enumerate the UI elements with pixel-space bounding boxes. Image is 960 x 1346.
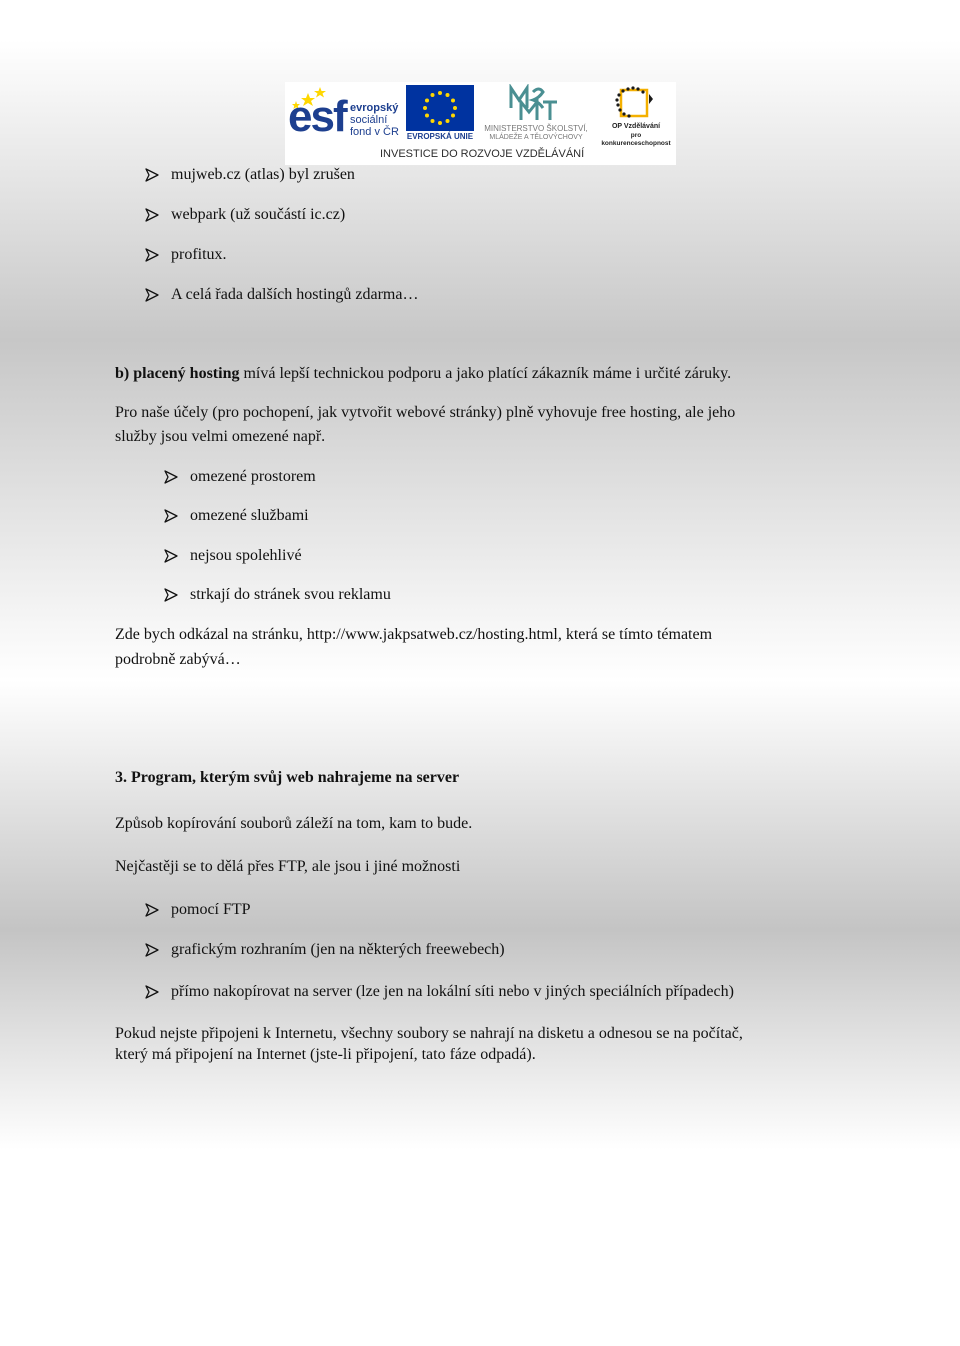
list-item-text: nejsou spolehlivé [190, 547, 302, 564]
list-item-text: webpark (už součástí ic.cz) [171, 206, 346, 223]
eu-flag-graphic [406, 85, 474, 131]
list-item-text: A celá řada dalších hostingů zdarma… [171, 286, 419, 303]
op-label-1: OP Vzdělávání [611, 123, 661, 130]
list-item [164, 546, 302, 566]
list-item [164, 585, 391, 605]
list-item-text: přímo nakopírovat na server (lze jen na lokální síti nebo v jiných speciálních případech) [171, 983, 734, 1000]
reference-line-2: podrobně zabývá… [115, 651, 241, 668]
arrow-bullet-icon [164, 588, 178, 602]
list-item-text: profitux. [171, 246, 227, 263]
reference-line-1: Zde bych odkázal na stránku, http://www.jakpsatweb.cz/hosting.html, která se tímto tématem [115, 626, 713, 643]
list-item [145, 245, 227, 265]
arrow-bullet-icon [145, 168, 159, 182]
list-item [145, 165, 355, 185]
arrow-bullet-icon [145, 943, 159, 957]
list-item [145, 900, 251, 920]
list-item-text: omezené službami [190, 507, 309, 524]
list-item [145, 982, 734, 1002]
esf-text-3: fond v ČR [350, 126, 399, 138]
eu-logo [406, 85, 474, 143]
list-item-text: omezené prostorem [190, 468, 316, 485]
list-item [145, 940, 505, 960]
free-hosting-line-2: služby jsou velmi omezené např. [115, 428, 326, 445]
op-graphic [597, 85, 675, 121]
msmt-logo [477, 84, 595, 144]
arrow-bullet-icon [145, 248, 159, 262]
list-item-text: mujweb.cz (atlas) byl zrušen [171, 166, 355, 183]
free-hosting-line-1: Pro naše účely (pro pochopení, jak vytvořit webové stránky) plně vyhovuje free hosting, ale jeho [115, 404, 736, 421]
offline-paragraph-line-2: který má připojení na Internet (jste-li připojení, tato fáze odpadá). [115, 1046, 536, 1063]
list-item [164, 467, 316, 487]
arrow-bullet-icon [145, 903, 159, 917]
list-item-text: pomocí FTP [171, 901, 251, 918]
list-item-text: grafickým rozhraním (jen na některých freewebech) [171, 941, 505, 958]
offline-paragraph-line-1: Pokud nejste připojeni k Internetu, všechny soubory se nahrají na disketu a odnesou se na počítač, [115, 1025, 743, 1042]
eu-label: EVROPSKÁ UNIE [406, 132, 474, 141]
arrow-bullet-icon [145, 985, 159, 999]
arrow-bullet-icon [145, 288, 159, 302]
op-label-2: pro konkurenceschopnost [601, 132, 671, 147]
paid-hosting-bold: b) placený hosting [115, 365, 240, 382]
esf-big-text: esf [288, 92, 346, 141]
banner-slogan: INVESTICE DO ROZVOJE VZDĚLÁVÁNÍ [380, 148, 585, 160]
paid-hosting-rest: mívá lepší technickou podporu a jako platící zákazník máme i určité záruky. [239, 365, 732, 382]
arrow-bullet-icon [145, 208, 159, 222]
section-heading: 3. Program, kterým svůj web nahrajeme na server [115, 769, 460, 786]
copy-method-paragraph: Způsob kopírování souborů záleží na tom, kam to bude. [115, 815, 473, 832]
list-item [145, 205, 345, 225]
op-logo [597, 85, 675, 147]
list-item [145, 285, 418, 305]
msmt-graphic [477, 84, 595, 122]
arrow-bullet-icon [164, 549, 178, 563]
ftp-paragraph: Nejčastěji se to dělá přes FTP, ale jsou i jiné možnosti [115, 858, 461, 875]
paid-hosting-paragraph [115, 364, 731, 384]
msmt-label-1: MINISTERSTVO ŠKOLSTVÍ, [484, 124, 588, 133]
arrow-bullet-icon [164, 509, 178, 523]
list-item [164, 506, 309, 526]
list-item-text: strkají do stránek svou reklamu [190, 586, 391, 603]
esf-text-2: sociální [350, 114, 388, 126]
esf-logo [288, 85, 403, 143]
arrow-bullet-icon [164, 470, 178, 484]
esf-text-1: evropský [350, 102, 399, 114]
msmt-label-2: MLÁDEŽE A TĚLOVÝCHOVY [489, 134, 583, 141]
eu-funding-banner [285, 82, 676, 165]
